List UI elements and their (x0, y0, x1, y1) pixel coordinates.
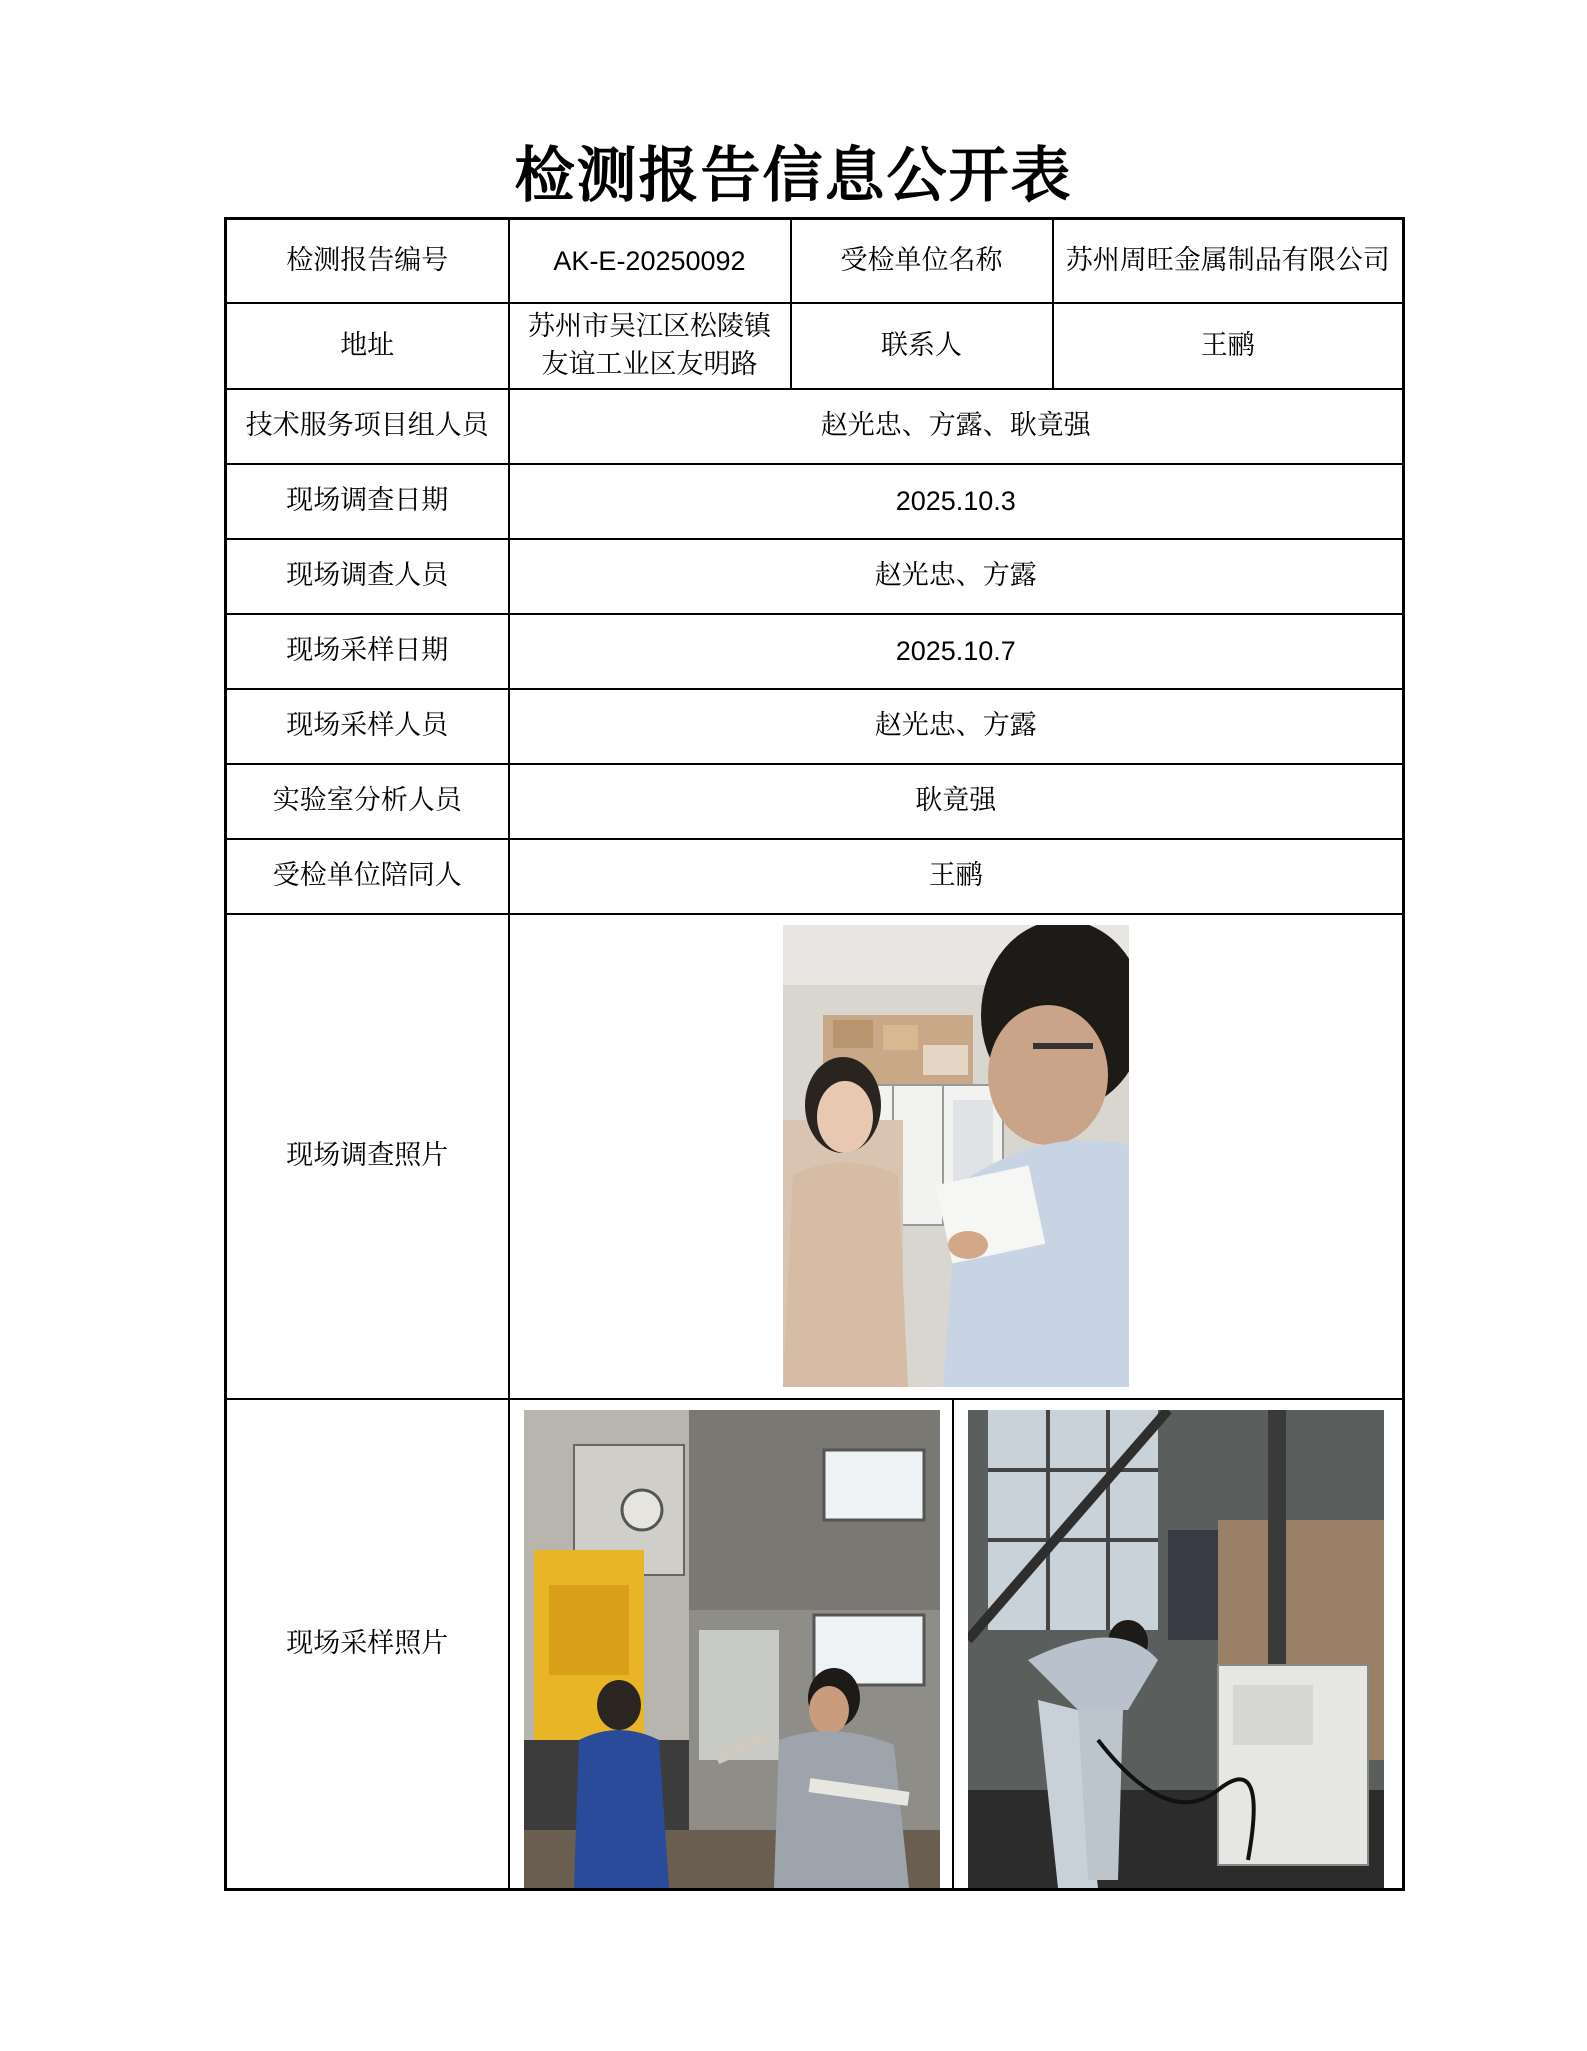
value-unit-name: 苏州周旺金属制品有限公司 (1053, 219, 1404, 303)
row-team (226, 389, 1404, 464)
row-address (226, 303, 1404, 389)
row-survey-photo (226, 914, 1404, 1399)
row-escort (226, 839, 1404, 914)
label-contact: 联系人 (791, 303, 1053, 389)
label-survey-date: 现场调查日期 (226, 464, 509, 539)
row-sampling-staff (226, 689, 1404, 764)
row-lab-staff (226, 764, 1404, 839)
row-survey-date (226, 464, 1404, 539)
value-report-no: AK-E-20250092 (509, 219, 791, 303)
label-report-no: 检测报告编号 (226, 219, 509, 303)
row-sampling-photo (226, 1399, 1404, 1890)
label-escort: 受检单位陪同人 (226, 839, 509, 914)
label-sampling-photo: 现场采样照片 (226, 1399, 509, 1890)
value-sampling-date: 2025.10.7 (509, 614, 1404, 689)
page-title: 检测报告信息公开表 (514, 141, 1073, 211)
label-survey-photo: 现场调查照片 (226, 914, 509, 1399)
survey-photo (783, 925, 1129, 1387)
value-contact: 王鹂 (1053, 303, 1404, 389)
row-report-no (226, 219, 1404, 303)
sampling-photo-1-image (524, 1410, 940, 1888)
photo-divider (952, 1400, 954, 1888)
row-survey-staff (226, 539, 1404, 614)
value-sampling-staff: 赵光忠、方露 (509, 689, 1404, 764)
label-lab-staff: 实验室分析人员 (226, 764, 509, 839)
label-survey-staff: 现场调查人员 (226, 539, 509, 614)
survey-photo-image (783, 925, 1129, 1387)
sampling-photo-1 (524, 1410, 940, 1888)
report-info-table (224, 217, 1405, 1891)
value-team: 赵光忠、方露、耿竟强 (509, 389, 1404, 464)
label-sampling-date: 现场采样日期 (226, 614, 509, 689)
value-survey-date: 2025.10.3 (509, 464, 1404, 539)
label-unit-name: 受检单位名称 (791, 219, 1053, 303)
label-address: 地址 (226, 303, 509, 389)
value-lab-staff: 耿竟强 (509, 764, 1404, 839)
value-escort: 王鹂 (509, 839, 1404, 914)
row-sampling-date (226, 614, 1404, 689)
value-survey-staff: 赵光忠、方露 (509, 539, 1404, 614)
label-team: 技术服务项目组人员 (226, 389, 509, 464)
sampling-photo-2-image (968, 1410, 1384, 1888)
value-address: 苏州市吴江区松陵镇友谊工业区友明路 (509, 303, 791, 389)
label-sampling-staff: 现场采样人员 (226, 689, 509, 764)
sampling-photo-2 (968, 1410, 1384, 1888)
